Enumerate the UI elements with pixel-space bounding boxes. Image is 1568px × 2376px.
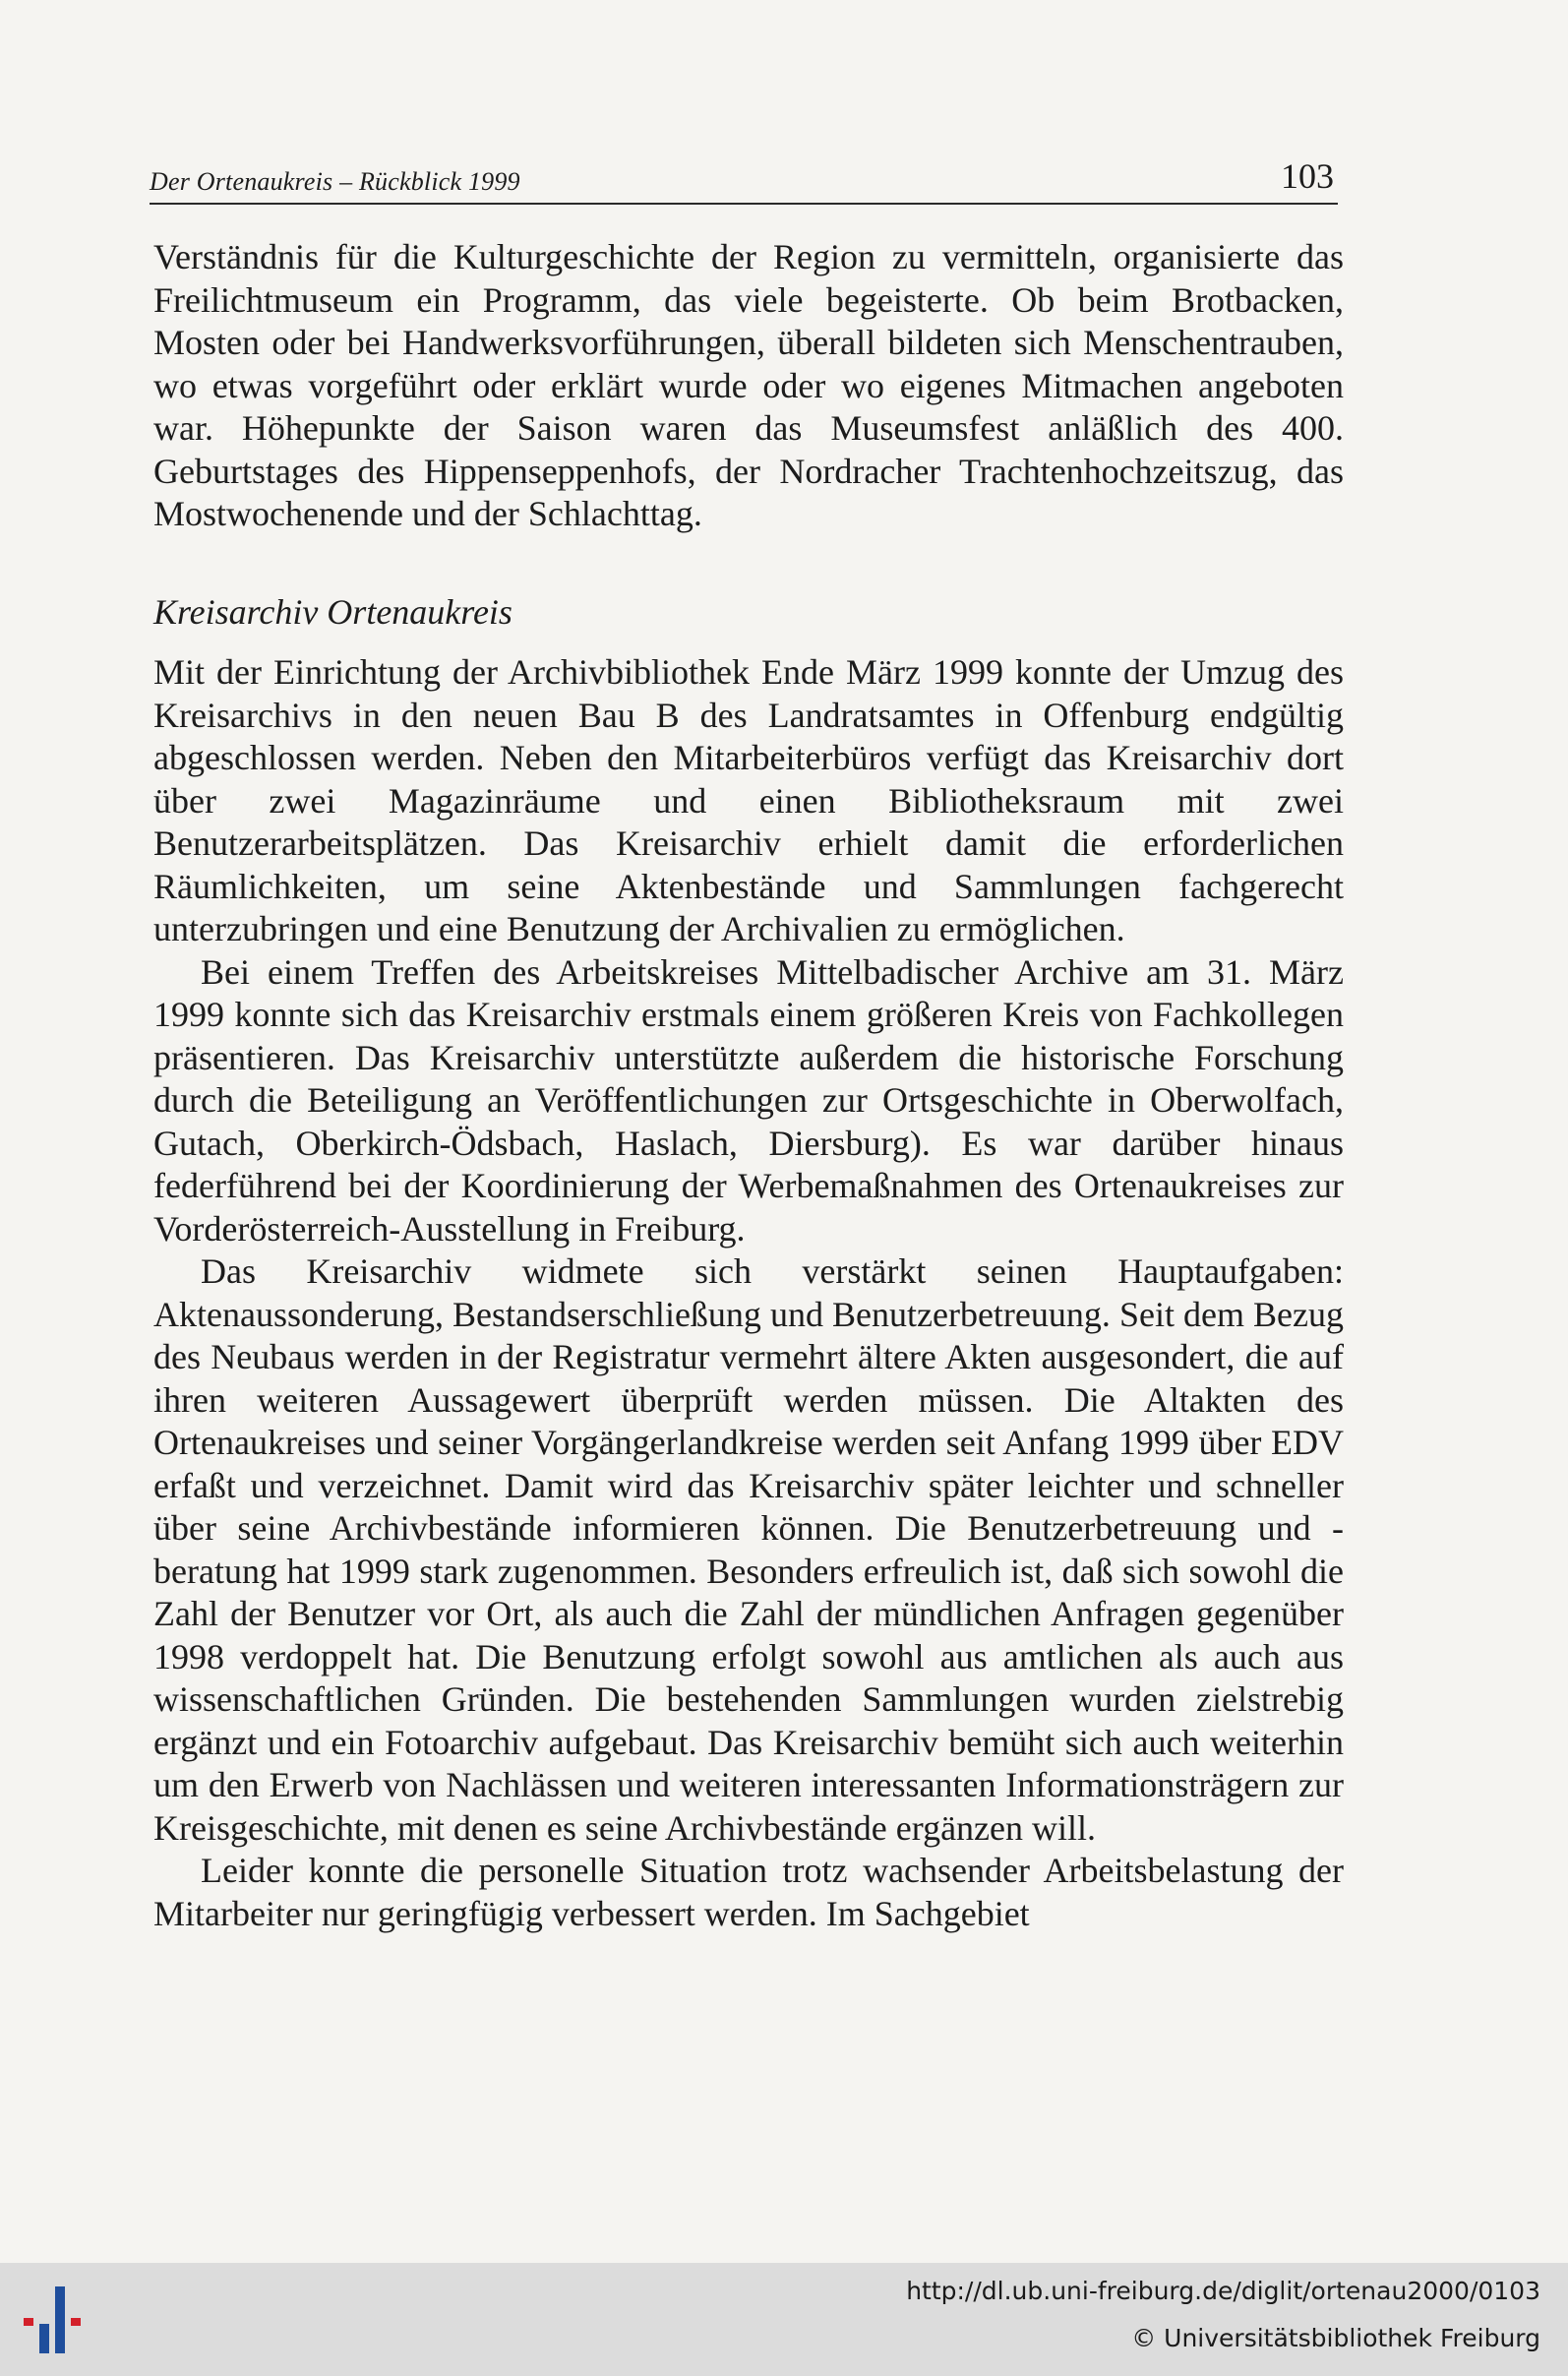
page-number: 103 xyxy=(1281,156,1334,196)
section-heading: Kreisarchiv Ortenaukreis xyxy=(153,591,513,632)
body-paragraph: Mit der Einrichtung der Archivbibliothek Ende März 1999 konnte der Umzug des Kreisarchivs in den neuen Bau B des Landratsamtes in Offenburg endgültig abgeschlossen werden. Neben den Mitarbeiterbüros verfügt das Kreisarchiv dort über zwei Magazinräume und einen Bibliotheksraum mit zwei Benutzerarbeitsplätzen. Das Kreisarchiv erhielt damit die erforderlichen Räumlichkeiten, um seine Aktenbestände und Sammlungen fachgerecht unterzubringen und eine Benutzung der Archivalien zu ermöglichen. xyxy=(153,652,1344,948)
page-body xyxy=(153,236,1344,1935)
body-paragraph: Bei einem Treffen des Arbeitskreises Mittelbadischer Archive am 31. März 1999 konnte sich das Kreisarchiv erstmals einem größeren Kreis von Fachkollegen präsentieren. Das Kreisarchiv unterstützte außerdem die historische Forschung durch die Beteiligung an Veröffentlichungen zur Ortsgeschichte in Oberwolfach, Gutach, Oberkirch-Ödsbach, Haslach, Diersburg). Es war darüber hinaus federführend bei der Koordinierung der Werbemaßnahmen des Ortenaukreises zur Vorderösterreich-Ausstellung in Freiburg. xyxy=(153,951,1344,1249)
footer-url-link[interactable]: http://dl.ub.uni-freiburg.de/diglit/ortenau2000/0103 xyxy=(906,2277,1540,2305)
footer-copyright: © Universitätsbibliothek Freiburg xyxy=(1131,2324,1540,2352)
body-paragraph: Leider konnte die personelle Situation trotz wachsender Arbeitsbelastung der Mitarbeiter nur geringfügig verbessert werden. Im Sachgebiet xyxy=(153,1851,1344,1933)
footer-band xyxy=(0,2263,1568,2376)
intro-paragraph: Verständnis für die Kulturgeschichte der Region zu vermitteln, organisierte das Freilichtmuseum ein Programm, das viele begeisterte. Ob beim Brotbacken, Mosten oder bei Handwerksvorführungen, überall bildeten sich Menschentrauben, wo etwas vorgeführt oder erklärt wurde oder wo eigenes Mitmachen angeboten war. Höhepunkte der Saison waren das Museumsfest anläßlich des 400. Geburtstages des Hippenseppenhofs, der Nordracher Trachtenhochzeitszug, das Mostwochenende und der Schlachttag. xyxy=(153,237,1344,533)
body-paragraph: Das Kreisarchiv widmete sich verstärkt seinen Hauptaufgaben: Aktenaussonderung, Bestandserschließung und Benutzerbetreuung. Seit dem Bezug des Neubaus werden in der Registratur vermehrt ältere Akten ausgesondert, die auf ihren weiteren Aussagewert überprüft werden müssen. Die Altakten des Ortenaukreises und seiner Vorgängerlandkreise werden seit Anfang 1999 über EDV erfaßt und verzeichnet. Damit wird das Kreisarchiv später leichter und schneller über seine Archivbestände informieren können. Die Benutzerbetreuung und -beratung hat 1999 stark zugenommen. Besonders erfreulich ist, daß sich sowohl die Zahl der Benutzer vor Ort, als auch die Zahl der mündlichen Anfragen gegenüber 1998 verdoppelt hat. Die Benutzung erfolgt sowohl aus amtlichen als auch aus wissenschaftlichen Gründen. Die bestehenden Sammlungen wurden zielstrebig ergänzt und ein Fotoarchiv aufgebaut. Das Kreisarchiv bemüht sich auch weiterhin um den Erwerb von Nachlässen und weiteren interessanten Informationsträgern zur Kreisgeschichte, mit denen es seine Archivbestände ergänzen will. xyxy=(153,1251,1344,1848)
page-header xyxy=(150,157,1338,205)
running-head: Der Ortenaukreis – Rückblick 1999 xyxy=(150,167,520,196)
ub-freiburg-logo-icon xyxy=(20,2281,98,2359)
